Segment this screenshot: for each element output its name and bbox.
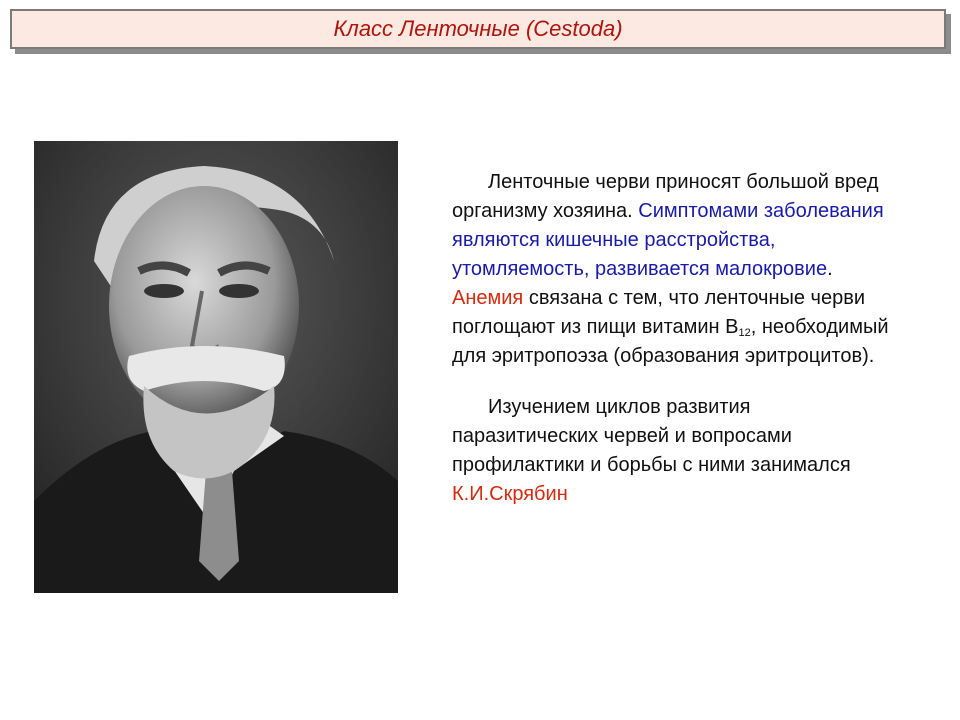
paragraph-tapeworm-harm: [452, 168, 892, 371]
text-harm: Ленточные черви приносят большой вред организму хозяина.: [452, 171, 879, 222]
paragraph-skryabin: [452, 393, 892, 509]
text-anemia: Анемия: [452, 287, 524, 309]
text-scientist: К.И.Скрябин: [452, 483, 568, 505]
slide-body: [452, 168, 892, 509]
portrait-photo: [34, 141, 398, 593]
text-symptoms: Симптомами заболевания являются кишечные расстройства, утомляемость, развивается малокровие: [452, 200, 884, 280]
slide-title-bar: [10, 9, 946, 49]
text-research: Изучением циклов развития паразитических червей и вопросами профилактики и борьбы с ними занимался: [452, 396, 851, 476]
text-vitamin: связана с тем, что ленточные черви поглощают из пищи витамин В: [452, 287, 866, 338]
slide-title: Класс Ленточные (Cestoda): [333, 16, 623, 41]
text-subscript: 12: [738, 327, 751, 339]
portrait-illustration: [34, 141, 398, 593]
text-erythropoiesis: , необходимый для эритропоэза (образования эритроцитов).: [452, 316, 889, 367]
text-period: .: [827, 258, 833, 280]
